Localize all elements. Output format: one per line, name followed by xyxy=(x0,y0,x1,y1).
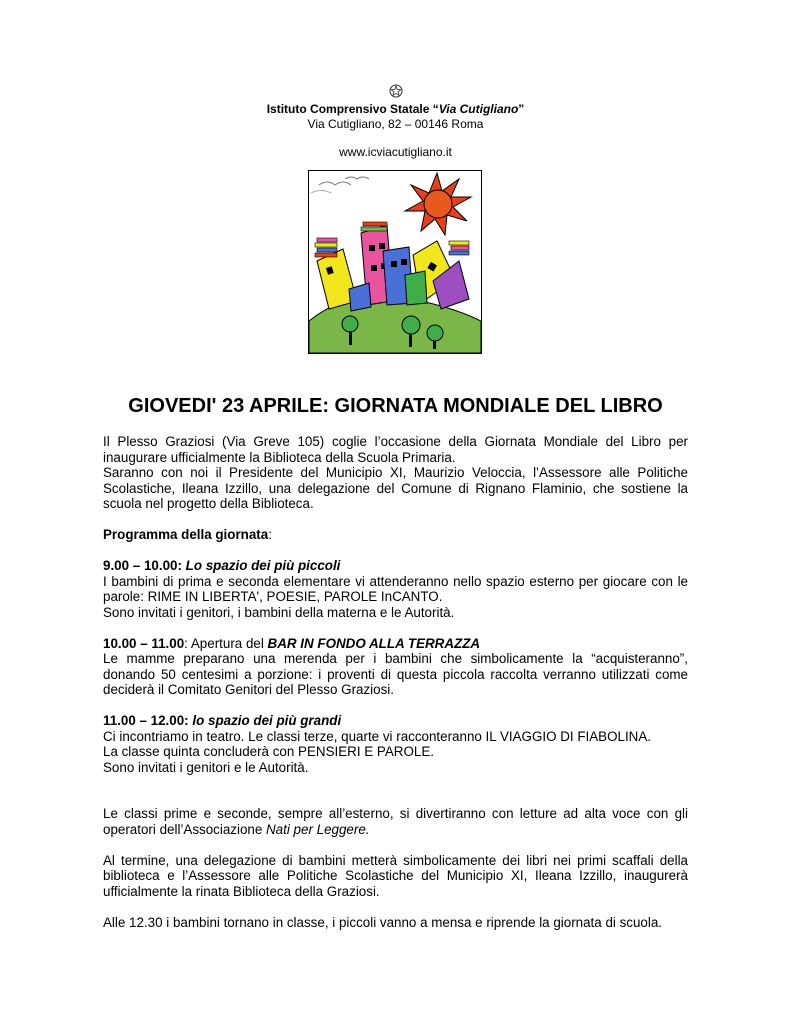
section-3-note: Sono invitati i genitori e le Autorità. xyxy=(103,759,309,775)
republic-emblem-icon xyxy=(389,84,403,98)
institute-name: Istituto Comprensivo Statale “Via Cutigliano” xyxy=(266,102,525,116)
library-logo xyxy=(308,170,482,354)
intro-paragraph-2: Saranno con noi il Presidente del Municipio XI, Maurizio Veloccia, l’Assessore alle Politiche Scolastiche, Ileana Izzillo, una delegazione del Comune di Rignano Flaminio, che sostiene la scuola nel progetto della Biblioteca. xyxy=(103,465,688,511)
section-3-line-1: Ci incontriamo in teatro. Le classi terze, quarte vi racconteranno IL VIAGGIO DI FIABOLINA. xyxy=(103,728,652,744)
institute-website: www.icviacutigliano.it xyxy=(339,145,452,159)
classi-paragraph: Le classi prime e seconde, sempre all’esterno, si divertiranno con letture ad alta voce con gli operatori dell’Associazione Nati per Leggere. xyxy=(103,806,688,837)
sun-icon xyxy=(405,173,471,235)
section-3-line-2: La classe quinta concluderà con PENSIERI E PAROLE. xyxy=(103,744,434,759)
program-heading: Programma della giornata: xyxy=(103,527,272,542)
document-body xyxy=(103,434,688,930)
city-books-illustration xyxy=(309,171,481,353)
institute-address: Via Cutigliano, 82 – 00146 Roma xyxy=(307,117,484,131)
section-1-text: I bambini di prima e seconda elementare vi attenderanno nello spazio esterno per giocare con le parole: RIME IN LIBERTA', POESIE, PAROLE InCANTO. xyxy=(103,573,688,604)
page-title: GIOVEDI' 23 APRILE: GIORNATA MONDIALE DEL LIBRO xyxy=(128,395,663,417)
termine-paragraph: Al termine, una delegazione di bambini metterà simbolicamente dei libri nei primi scaffali della biblioteca e l’Assessore alle Politiche Scolastiche del Municipio XI, Ileana Izzillo, inaugurerà ufficialmente la rinata Biblioteca della Graziosi. xyxy=(103,852,688,899)
section-1-heading: 9.00 – 10.00: Lo spazio dei più piccoli xyxy=(103,558,341,573)
section-2-heading: 10.00 – 11.00: Apertura del BAR IN FONDO ALLA TERRAZZA xyxy=(103,635,481,651)
final-paragraph: Alle 12.30 i bambini tornano in classe, i piccoli vanno a mensa e riprende la giornata di scuola. xyxy=(103,914,663,930)
intro-paragraph-1: Il Plesso Graziosi (Via Greve 105) coglie l’occasione della Giornata Mondiale del Libro per inaugurare ufficialmente la Biblioteca della Scuola Primaria. xyxy=(103,434,688,465)
letterhead xyxy=(0,84,791,160)
section-1-note: Sono invitati i genitori, i bambini della materna e le Autorità. xyxy=(103,604,455,620)
section-3-heading: 11.00 – 12.00: lo spazio dei più grandi xyxy=(103,713,342,728)
section-2-text: Le mamme preparano una merenda per i bambini che simbolicamente la “acquisteranno”, donando 50 centesimi a porzione: i proventi di questa piccola raccolta verranno utilizzati come deciderà il Comitato Genitori del Plesso Graziosi. xyxy=(103,651,688,697)
